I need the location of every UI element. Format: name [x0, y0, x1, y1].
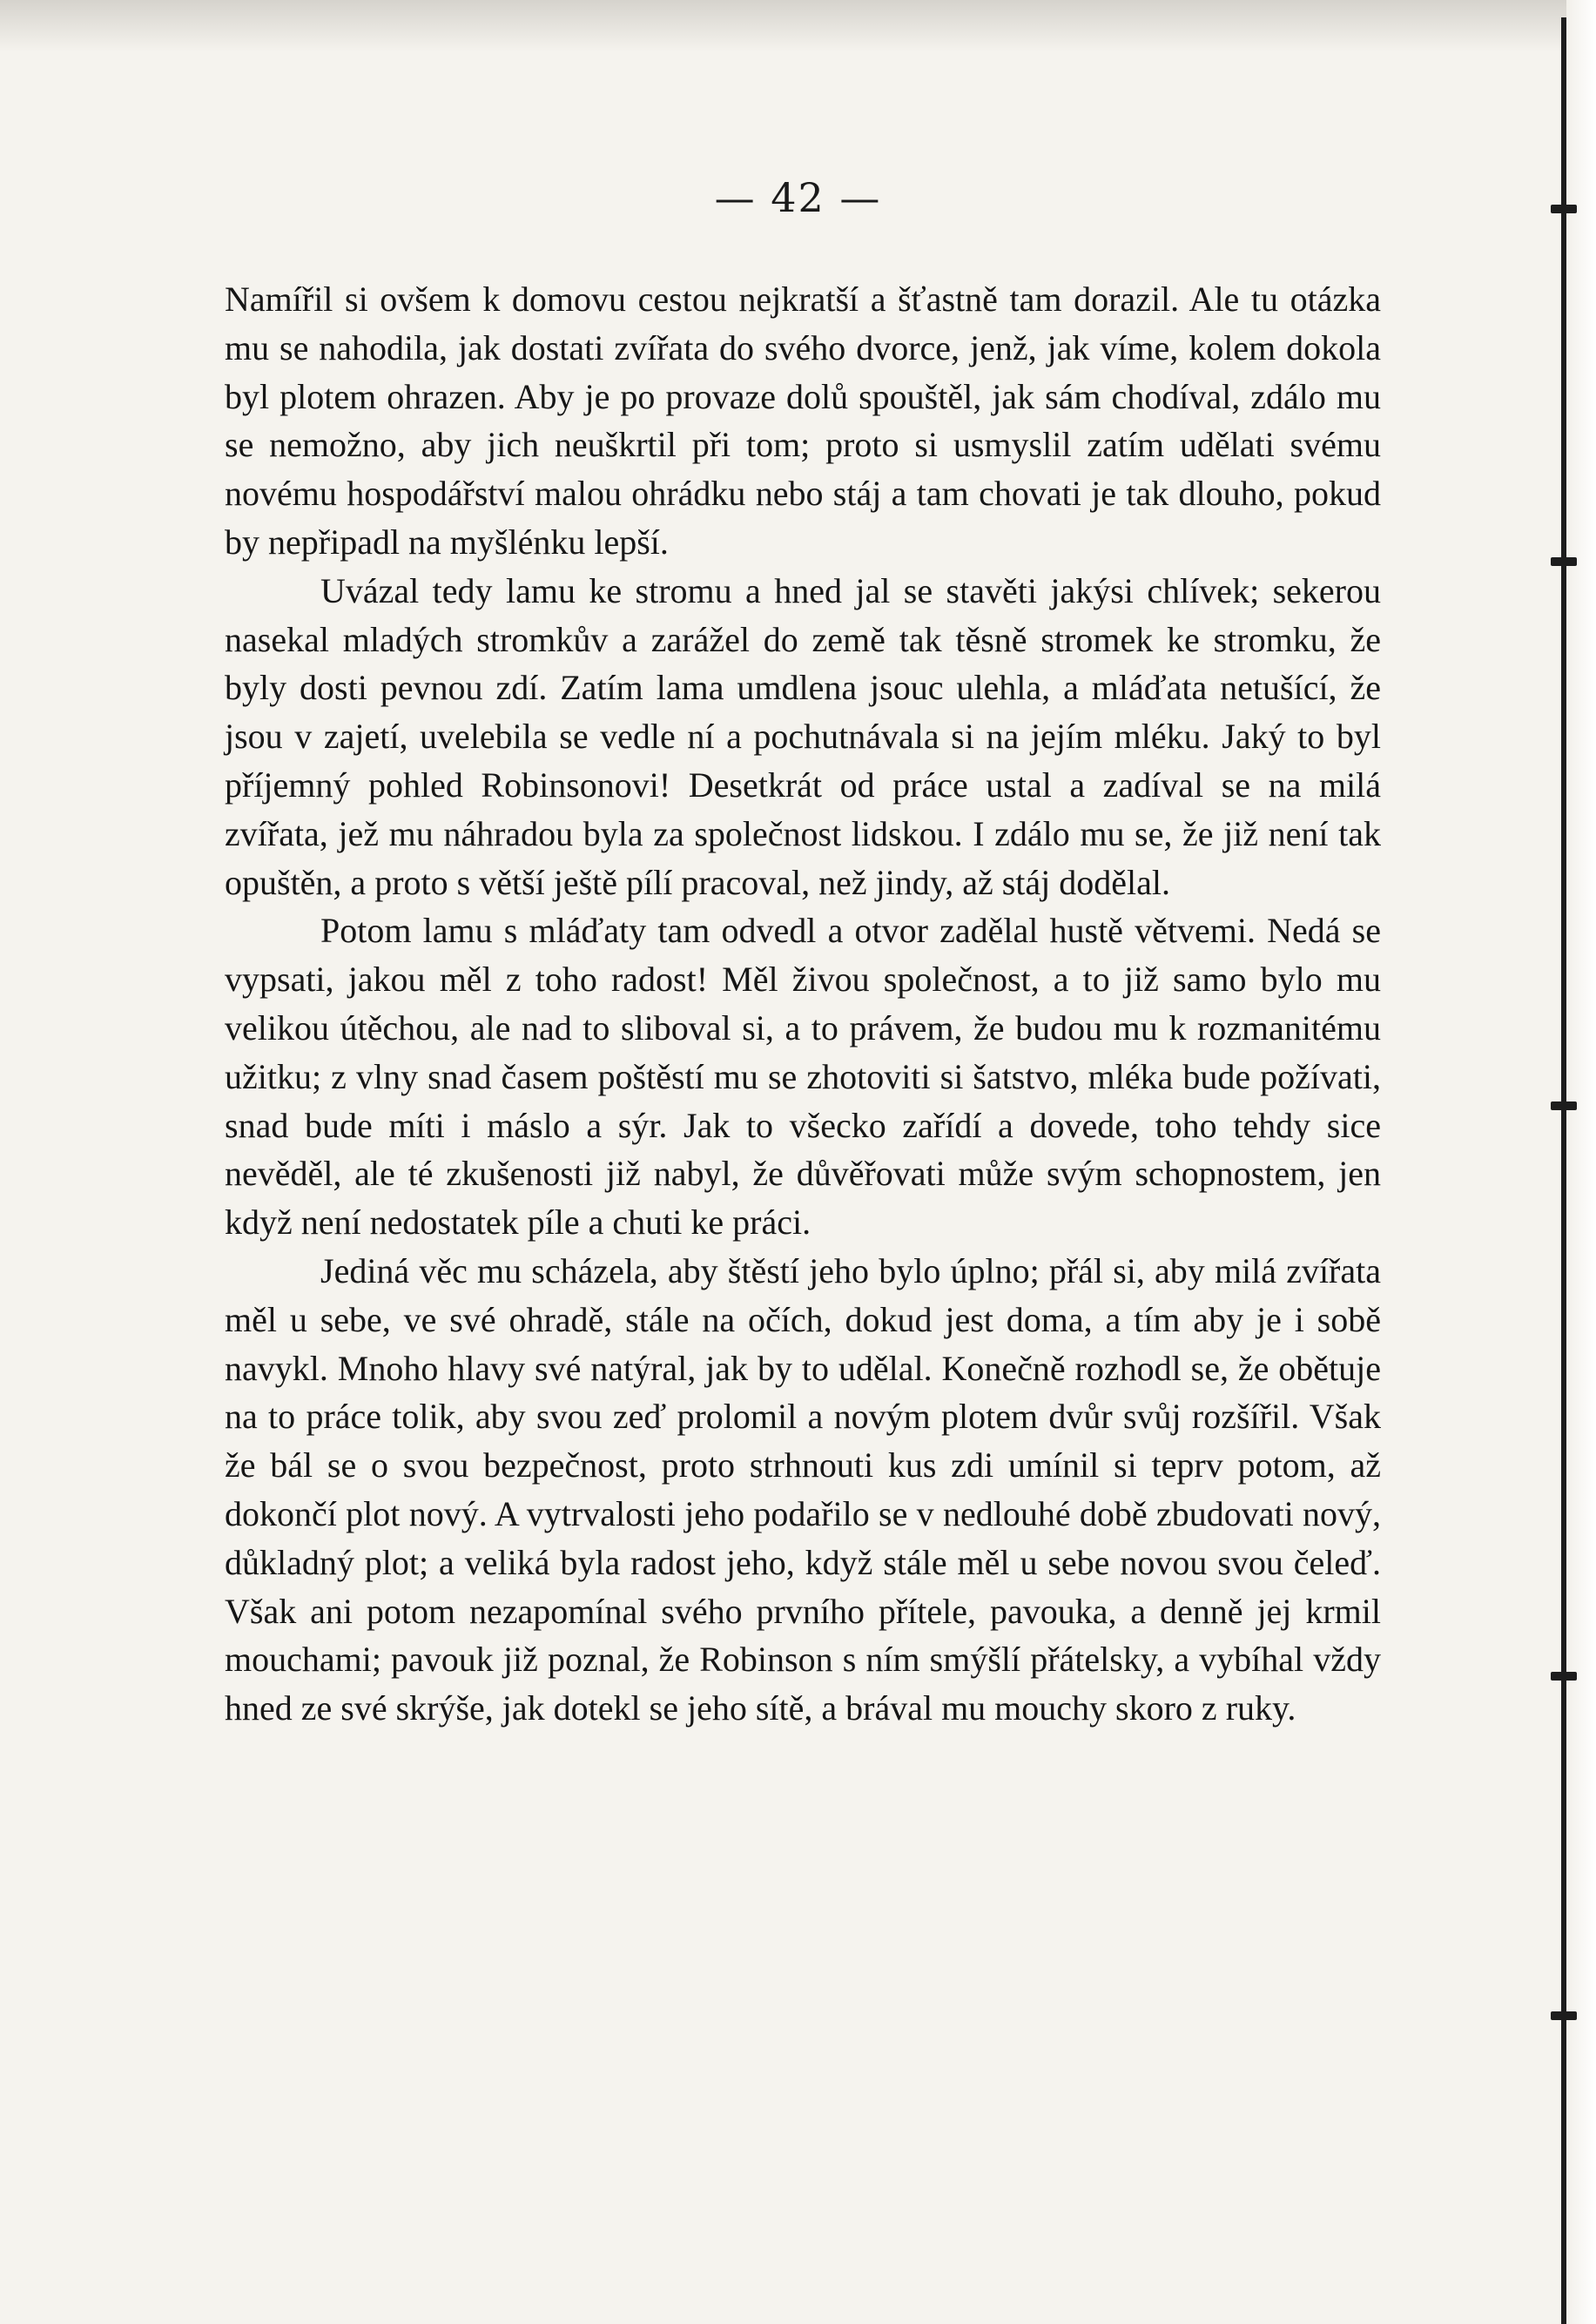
binding-stitch-mark	[1551, 557, 1577, 566]
binding-stitch-mark	[1551, 1101, 1577, 1110]
page-top-shadow	[0, 0, 1596, 52]
paragraph: Jediná věc mu scházela, aby štěstí jeho bylo úplno; přál si, aby milá zvířata měl u sebe, ve své ohradě, stále na očích, dokud jest doma, a tím aby je i sobě navykl. Mnoho hlavy své natýral, jak by to udělal. Konečně rozhodl se, že obětuje na to práce tolik, aby svou zeď prolomil a novým plotem dvůr svůj rozšířil. Však že bál se o svou bezpečnost, proto strhnouti kus zdi umínil si teprv potom, až dokončí plot nový. A vytrvalosti jeho podařilo se v nedlouhé době zbudovati nový, důkladný plot; a veliká byla radost jeho, když stále měl u sebe novou svou čeleď. Však ani potom nezapomínal svého prvního přítele, pavouka, a denně jej krmil mouchami; pavouk již poznal, že Robinson s ním smýšlí přátelsky, a vybíhal vždy hned ze své skrýše, jak dotekl se jeho sítě, a brával mu mouchy skoro z ruky.	[225, 1250, 1381, 1728]
binding-edge	[1561, 17, 1566, 2324]
paragraph: Uvázal tedy lamu ke stromu a hned jal se stavěti jakýsi chlívek; sekerou nasekal mladých stromkův a zarážel do země tak těsně stromek ke stromku, že byly dosti pevnou zdí. Zatím lama umdlena jsouc ulehla, a mláďata netušící, že jsou v zajetí, uvelebila se vedle ní a pochutnávala si na jejím mléku. Jaký to byl příjemný pohled Robinsonovi! Desetkrát od práce ustal a zadíval se na milá zvířata, jež mu náhradou byla za společnost lidskou. I zdálo mu se, že již není tak opuštěn, a proto s větší ještě pílí pracoval, než jindy, až stáj dodělal.	[225, 570, 1381, 902]
page-right-margin	[1566, 0, 1596, 2324]
body-text	[225, 275, 1381, 1733]
binding-stitch-mark	[1551, 2011, 1577, 2020]
binding-stitch-mark	[1551, 1672, 1577, 1681]
paragraph: Potom lamu s mláďaty tam odvedl a otvor zadělal hustě větvemi. Nedá se vypsati, jakou měl z toho radost! Měl živou společnost, a to již samo bylo mu velikou útěchou, ale nad to sliboval si, a to právem, že budou mu k rozmanitému užitku; z vlny snad časem poštěstí mu se zhotoviti si šatstvo, mléka bude požívati, snad bude míti i máslo a sýr. Jak to všecko zařídí a dovede, toho tehdy sice nevěděl, ale té zkušenosti již nabyl, že důvěřovati může svým schopnostem, jen když není nedostatek píle a chuti ke práci.	[225, 911, 1381, 1243]
page-number: — 42 —	[714, 174, 882, 221]
paragraph: Namířil si ovšem k domovu cestou nejkratší a šťastně tam dorazil. Ale tu otázka mu se nahodila, jak dostati zvířata do svého dvorce, jenž, jak víme, kolem dokola byl plotem ohrazen. Aby je po provaze dolů spouštěl, jak sám chodíval, zdálo mu se nemožno, aby jich neuškrtil při tom; proto si usmyslil zatím udělati svému novému hospodářství malou ohrádku nebo stáj a tam chovati je tak dlouho, pokud by nepřipadl na myšlénku lepší.	[225, 280, 1381, 562]
